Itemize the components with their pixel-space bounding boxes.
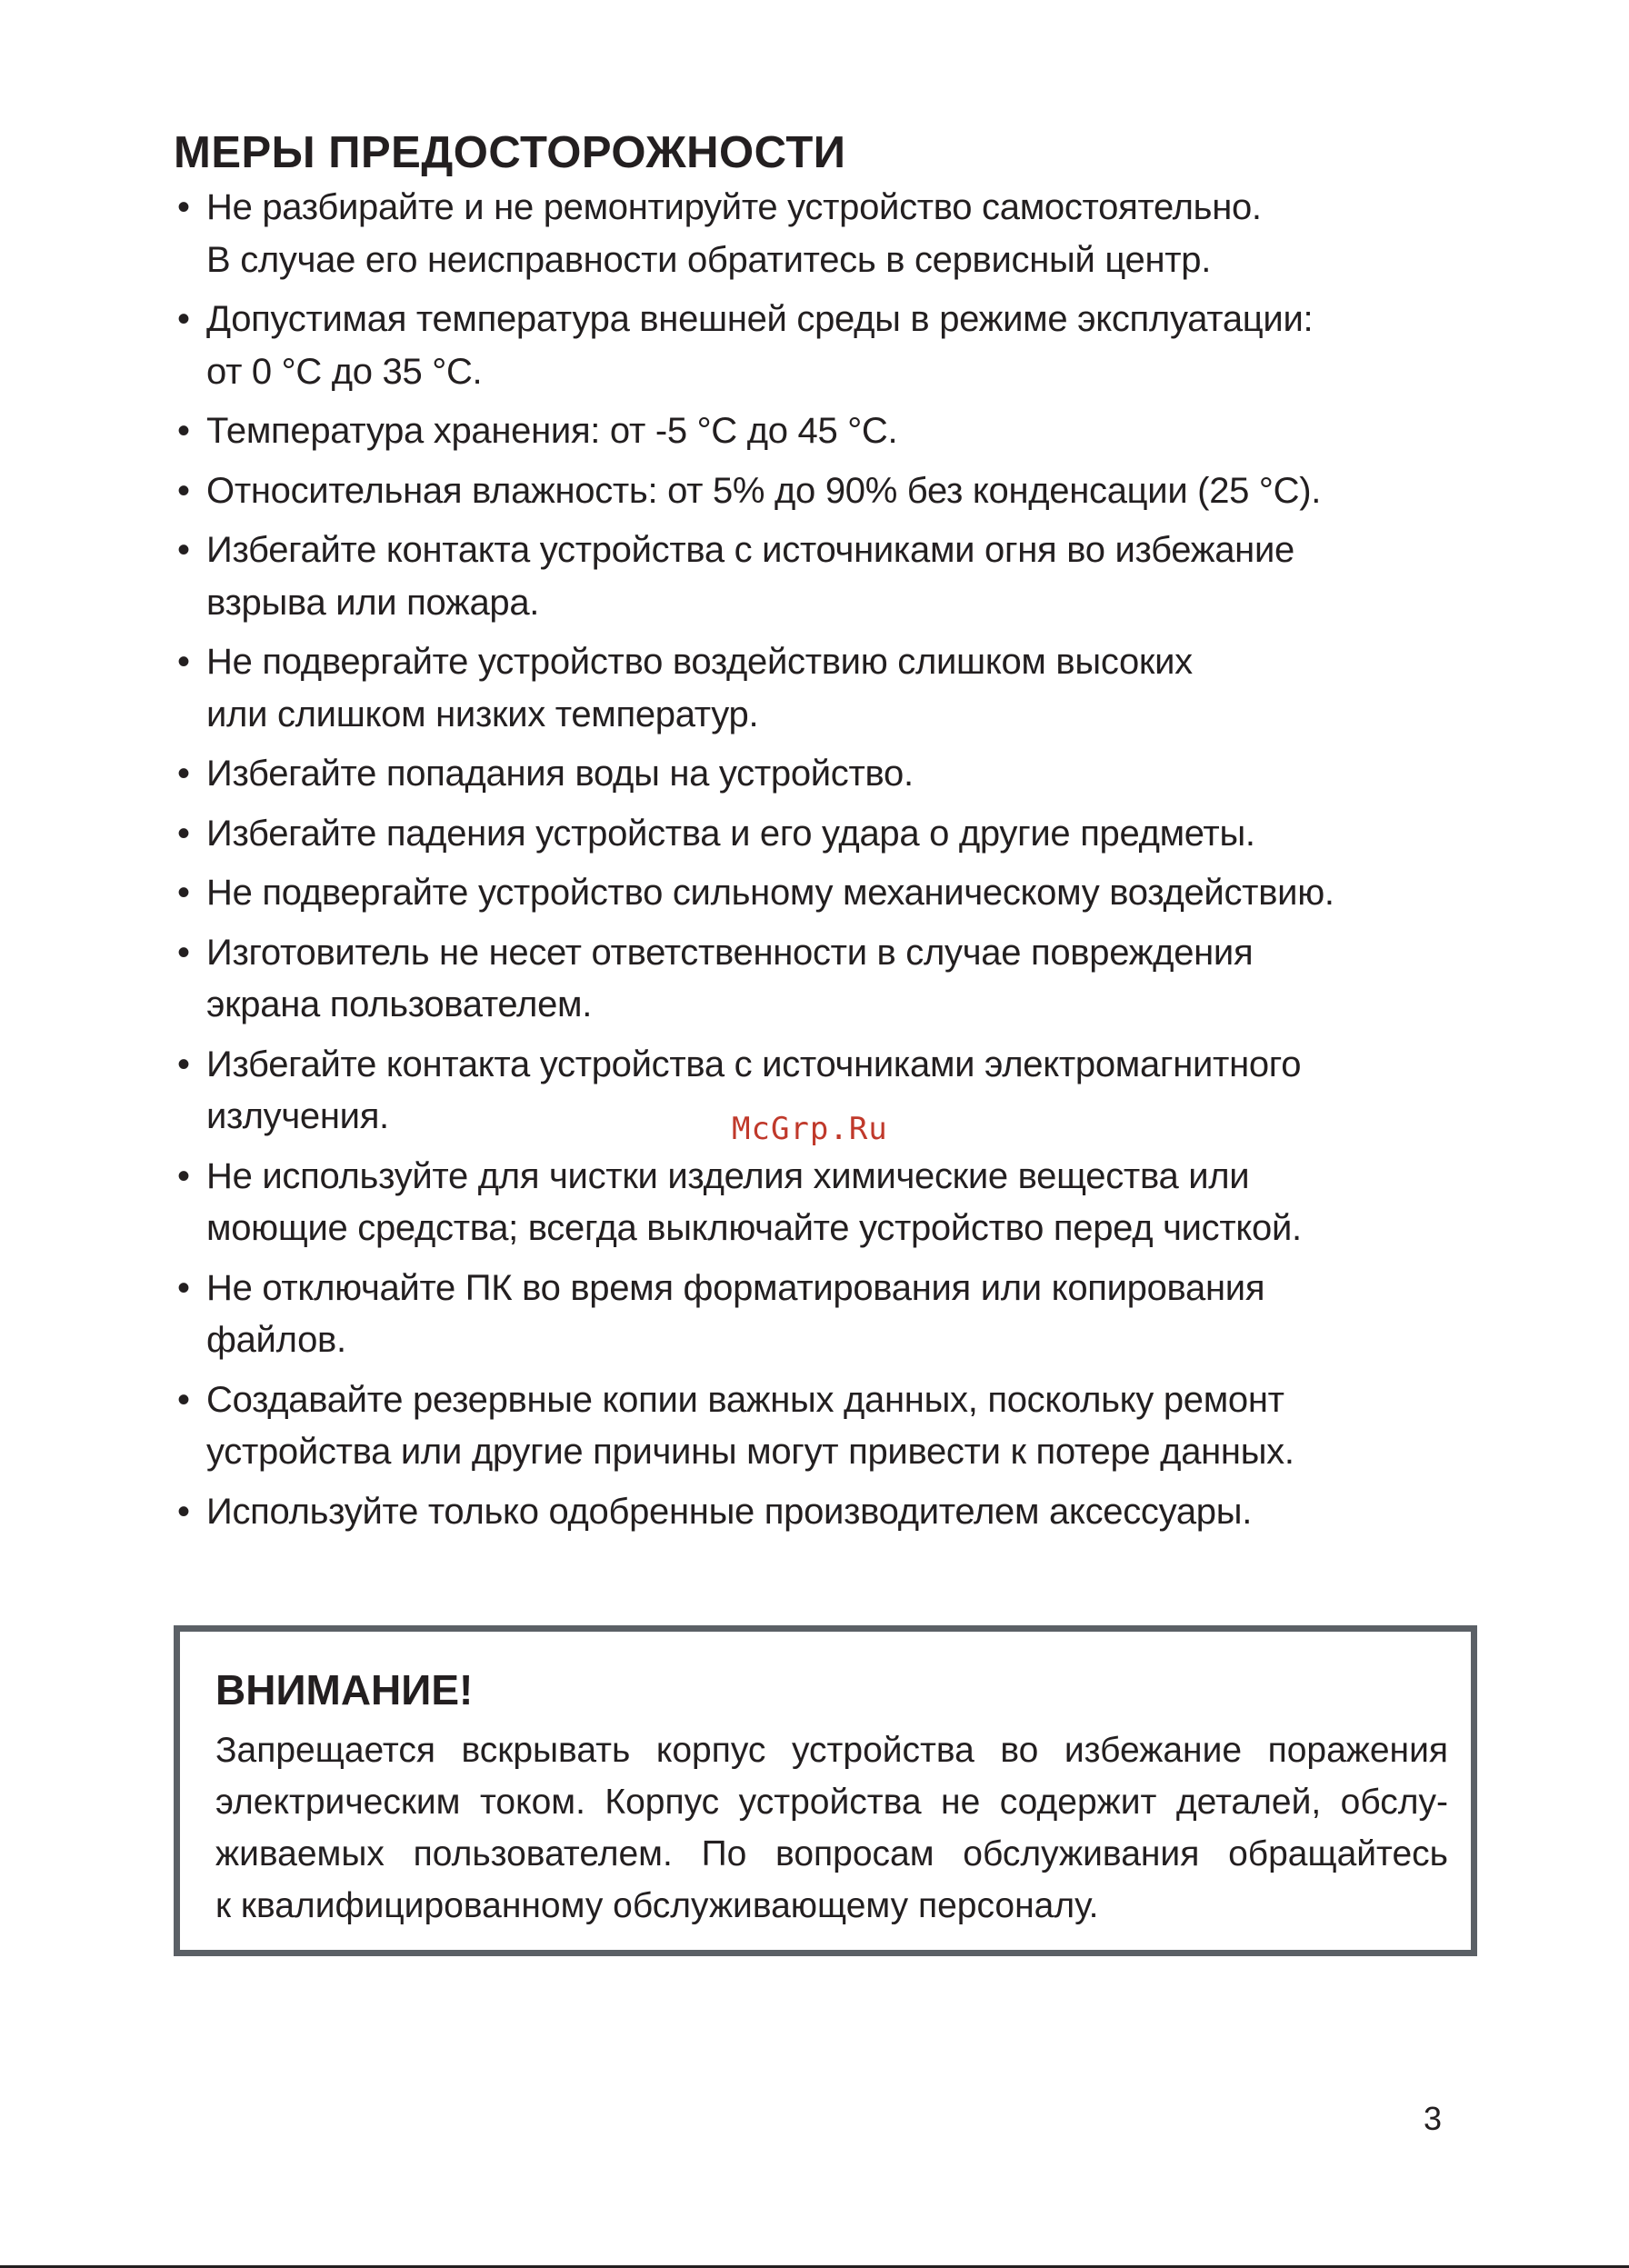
precaution-item xyxy=(174,182,1483,286)
bullet-icon: • xyxy=(177,873,190,913)
precaution-text: Не подвергайте устройство воздействию слишком высоких xyxy=(206,642,1193,682)
bullet-icon: • xyxy=(177,1491,190,1532)
bullet-icon: • xyxy=(177,813,190,854)
precaution-text: взрыва или пожара. xyxy=(206,582,540,623)
precaution-text: Не подвергайте устройство сильному механическому воздействию. xyxy=(206,873,1334,913)
precaution-item xyxy=(174,636,1483,741)
precaution-item xyxy=(174,867,1483,920)
precaution-text: файлов. xyxy=(206,1320,346,1360)
bullet-icon: • xyxy=(177,642,190,682)
precaution-item xyxy=(174,465,1483,518)
bullet-icon: • xyxy=(177,411,190,451)
page-title: МЕРЫ ПРЕДОСТОРОЖНОСТИ xyxy=(174,128,846,177)
warning-line: Запрещается вскрывать корпус устройства во избежание поражения xyxy=(215,1731,1448,1770)
warning-text xyxy=(215,1724,1448,1932)
precaution-text: моющие средства; всегда выключайте устройство перед чисткой. xyxy=(206,1208,1302,1248)
precaution-text: Не используйте для чистки изделия химические вещества или xyxy=(206,1155,1250,1196)
precaution-text: экрана пользователем. xyxy=(206,984,593,1024)
bullet-icon: • xyxy=(177,1155,190,1196)
precaution-item xyxy=(174,1374,1483,1479)
warning-line: к квалифицированному обслуживающему персоналу. xyxy=(215,1886,1099,1925)
bullet-icon: • xyxy=(177,1267,190,1308)
bullet-icon: • xyxy=(177,1379,190,1420)
bullet-icon: • xyxy=(177,932,190,973)
precaution-item xyxy=(174,294,1483,398)
precaution-text: от 0 °С до 35 °С. xyxy=(206,351,483,392)
precaution-item xyxy=(174,1486,1483,1539)
bullet-icon: • xyxy=(177,187,190,227)
precaution-text: Не разбирайте и не ремонтируйте устройство самостоятельно. xyxy=(206,187,1262,227)
precaution-item xyxy=(174,808,1483,861)
precaution-item xyxy=(174,927,1483,1032)
bullet-icon: • xyxy=(177,470,190,511)
page-number: 3 xyxy=(1424,2100,1443,2137)
precaution-text: Создавайте резервные копии важных данных, поскольку ремонт xyxy=(206,1379,1284,1420)
precaution-text: Изготовитель не несет ответственности в случае повреждения xyxy=(206,932,1254,973)
bullet-icon: • xyxy=(177,299,190,339)
precaution-text: Используйте только одобренные производителем аксессуары. xyxy=(206,1491,1253,1532)
precaution-text: Температура хранения: от -5 °С до 45 °С. xyxy=(206,411,898,451)
precaution-text: Избегайте контакта устройства с источниками огня во избежание xyxy=(206,530,1294,570)
warning-title: ВНИМАНИЕ! xyxy=(215,1666,474,1713)
bullet-icon: • xyxy=(177,754,190,794)
precaution-text: устройства или другие причины могут привести к потере данных. xyxy=(206,1432,1294,1472)
precaution-text: В случае его неисправности обратитесь в сервисный центр. xyxy=(206,239,1212,280)
precaution-text: Избегайте попадания воды на устройство. xyxy=(206,754,914,794)
precautions-list xyxy=(174,182,1483,1545)
precaution-item xyxy=(174,1151,1483,1255)
precaution-item xyxy=(174,525,1483,629)
watermark: McGrp.Ru xyxy=(732,1111,888,1147)
precaution-text: Относительная влажность: от 5% до 90% без конденсации (25 °С). xyxy=(206,470,1322,511)
precaution-text: излучения. xyxy=(206,1096,389,1136)
precaution-text: Допустимая температура внешней среды в режиме эксплуатации: xyxy=(206,299,1314,339)
warning-line: живаемых пользователем. По вопросам обслуживания обращайтесь xyxy=(215,1834,1448,1873)
bullet-icon: • xyxy=(177,530,190,570)
bullet-icon: • xyxy=(177,1044,190,1084)
precaution-item xyxy=(174,1263,1483,1367)
precaution-text: или слишком низких температур. xyxy=(206,694,759,734)
precaution-text: Не отключайте ПК во время форматирования или копирования xyxy=(206,1267,1265,1308)
precaution-item xyxy=(174,405,1483,458)
warning-box xyxy=(174,1625,1477,1956)
warning-line: электрическим током. Корпус устройства не содержит деталей, обслу- xyxy=(215,1783,1448,1822)
precaution-item xyxy=(174,748,1483,801)
precaution-text: Избегайте контакта устройства с источниками электромагнитного xyxy=(206,1044,1302,1084)
precaution-text: Избегайте падения устройства и его удара о другие предметы. xyxy=(206,813,1255,854)
